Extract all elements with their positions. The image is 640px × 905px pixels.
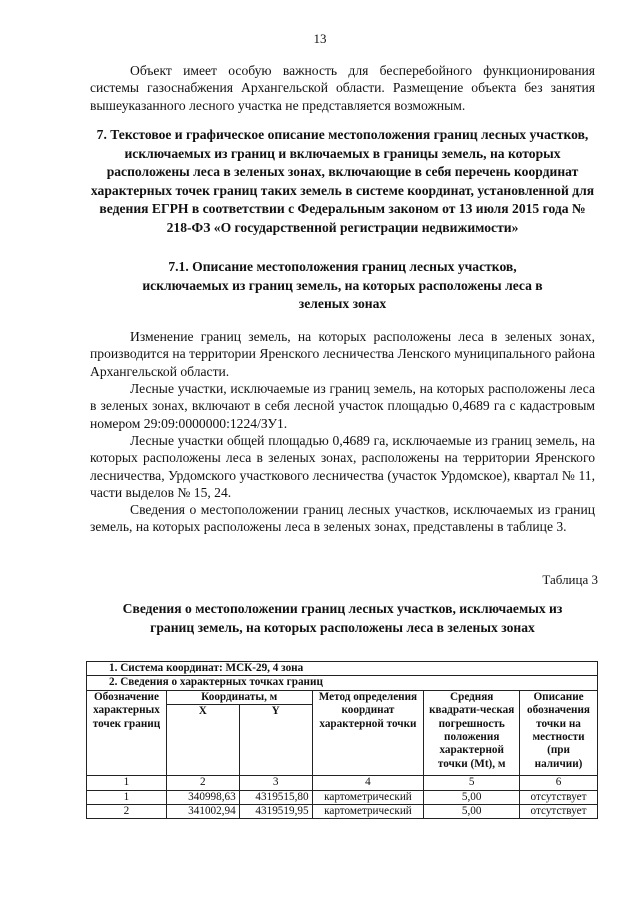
column-number: 6 xyxy=(520,776,598,790)
point-y: 4319519,95 xyxy=(239,805,312,819)
table-label: Таблица 3 xyxy=(542,572,598,587)
column-number: 2 xyxy=(166,776,239,790)
body-paragraph-2: Лесные участки, исключаемые из границ земель, на которых расположены леса в зеленых зонах, включают в себя лесной участок площадью 0,4689 га с кадастровым номером 29:09:0000000:1224/ЗУ1. xyxy=(90,381,595,431)
point-y: 4319515,80 xyxy=(239,790,312,804)
column-number: 4 xyxy=(312,776,424,790)
header-accuracy: Средняя квадрати-ческая погрешность положения характерной точки (Mt), м xyxy=(424,690,520,775)
coordinate-system-cell: 1. Система координат: МСК-29, 4 зона xyxy=(87,662,598,676)
point-x: 340998,63 xyxy=(166,790,239,804)
point-id: 2 xyxy=(87,805,167,819)
table-row xyxy=(87,805,598,819)
column-numbers-row xyxy=(87,776,598,790)
page-number: 13 xyxy=(313,31,327,46)
point-description: отсутствует xyxy=(520,790,598,804)
header-coordinates: Координаты, м xyxy=(166,690,312,704)
table-row xyxy=(87,662,598,676)
point-x: 341002,94 xyxy=(166,805,239,819)
table-row xyxy=(87,676,598,690)
point-description: отсутствует xyxy=(520,805,598,819)
table-header-row xyxy=(87,690,598,704)
section-7-heading: 7. Текстовое и графическое описание местоположения границ лесных участков, исключаемых из границ и включаемых в границы земель, на которых расположены леса в зеленых зонах, включающие в себя перечень координат характерных точек границ таких земель в системе координат, установленной для ведения ЕГРН в соответствии с Федеральным законом от 13 июля 2015 года № 218-ФЗ «О государственной регистрации недвижимости» xyxy=(90,127,595,235)
point-method: картометрический xyxy=(312,805,424,819)
header-method: Метод определения координат характерной точки xyxy=(312,690,424,775)
body-paragraph-1: Изменение границ земель, на которых расположены леса в зеленых зонах, производится на территории Яренского лесничества Ленского муниципального района Архангельской области. xyxy=(90,329,595,379)
header-designation: Обозначение характерных точек границ xyxy=(87,690,167,775)
table-row xyxy=(87,790,598,804)
header-description: Описание обозначения точки на местности (при наличии) xyxy=(520,690,598,775)
header-x: X xyxy=(166,705,239,776)
point-id: 1 xyxy=(87,790,167,804)
table-title: Сведения о местоположении границ лесных участков, исключаемых из границ земель, на которых расположены леса в зеленых зонах xyxy=(122,601,563,635)
section-7-1-heading: 7.1. Описание местоположения границ лесных участков, исключаемых из границ земель, на которых расположены леса в зеленых зонах xyxy=(142,259,543,311)
column-number: 1 xyxy=(87,776,167,790)
header-y: Y xyxy=(239,705,312,776)
column-number: 3 xyxy=(239,776,312,790)
points-info-cell: 2. Сведения о характерных точках границ xyxy=(87,676,598,690)
column-number: 5 xyxy=(424,776,520,790)
point-accuracy: 5,00 xyxy=(424,790,520,804)
point-accuracy: 5,00 xyxy=(424,805,520,819)
body-paragraph-3: Лесные участки общей площадью 0,4689 га, исключаемые из границ земель, на которых расположены леса в зеленых зонах, расположены на территории Яренского лесничества, Урдомского участкового лесничества (участок Урдомское), квартал № 11, части выделов № 15, 24. xyxy=(90,433,595,500)
coordinates-table xyxy=(86,661,598,819)
intro-paragraph: Объект имеет особую важность для бесперебойного функционирования системы газоснабжения Архангельской области. Размещение объекта без занятия вышеуказанного лесного участка не представляется возможным. xyxy=(90,63,595,113)
body-paragraph-4: Сведения о местоположении границ лесных участков, исключаемых из границ земель, на которых расположены леса в зеленых зонах, представлены в таблице 3. xyxy=(90,502,595,535)
point-method: картометрический xyxy=(312,790,424,804)
